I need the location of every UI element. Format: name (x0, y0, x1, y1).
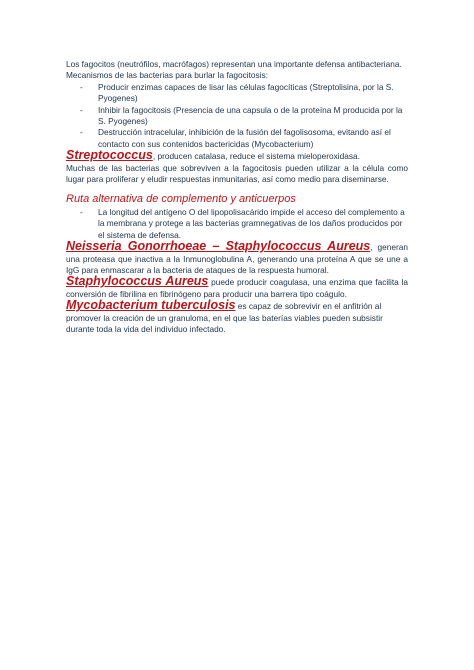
list-item (66, 207, 408, 241)
list-item (66, 82, 408, 105)
staphylococcus-paragraph (66, 276, 408, 300)
list-item-text: Inhibir la fagocitosis (Presencia de una capsula o de la proteína M producida por la S. Pyogenes) (98, 104, 403, 127)
list-dash: - (80, 104, 83, 115)
intro-paragraph: Los fagocitos (neutrófilos, macrófagos) representan una importante defensa antibacteriana. (66, 59, 402, 69)
document-body (66, 59, 408, 335)
neisseria-paragraph (66, 241, 408, 276)
phagocytosis-survival-paragraph: Muchas de las bacterias que sobreviven a la fagocitosis pueden utilizar a la célula como lugar para proliferar y eludir respuestas inmunitarias, así como medio para diseminarse. (66, 162, 408, 185)
alternative-pathway-heading: Ruta alternativa de complemento y anticuerpos (66, 193, 296, 206)
list-item-text: Producir enzimas capaces de lisar las células fagocíticas (Streptolisina, por la S. Pyogenes) (98, 81, 394, 104)
mycobacterium-paragraph (66, 300, 408, 335)
mycobacterium-heading: Mycobacterium tuberculosis (66, 298, 236, 313)
list-item (66, 105, 408, 128)
list-item (66, 127, 408, 150)
neisseria-text: , generan una proteasa que inactiva a la Inmunoglobulina A, generando una proteína A que se une a IgG para enmascarar a la bacteria de ataques de la respuesta humoral. (66, 242, 409, 275)
neisseria-heading: Neisseria Gonorrhoeae – Staphylococcus Aureus (66, 239, 371, 254)
staphylococcus-text: puede producir coagulasa, una enzima que facilita la conversión de fibrilina en fibrinógeno para producir una barrera tipo coágulo. (66, 277, 409, 299)
list-dash: - (80, 81, 83, 92)
list-item-text: Destrucción intracelular, inhibición de la fusión del fagolisosoma, evitando así el contacto con sus contenidos bactericidas (Mycobacterium) (98, 127, 391, 149)
streptococcus-paragraph (66, 150, 408, 162)
streptococcus-heading: Streptococcus (66, 148, 153, 163)
staphylococcus-heading: Staphylococcus Aureus (66, 274, 209, 289)
streptococcus-text: , producen catalasa, reduce el sistema mieloperoxidasa. (152, 151, 360, 162)
mycobacterium-text: es capaz de sobrevivir en el anfitrión al promover la creación de un granuloma, en el que las baterías viables pueden subsistir durante toda la vida del individuo infectado. (66, 301, 383, 334)
mechanisms-intro: Mecanismos de las bacterias para burlar la fagocitosis: (66, 70, 268, 81)
list-dash: - (80, 206, 83, 217)
list-dash: - (80, 127, 83, 138)
list-item-text: La longitud del antígeno O del lipopolisacárido impide el acceso del complemento a la membrana y protege a las bacterias gramnegativas de los daños producidos por el sistema de defensa. (98, 206, 405, 240)
